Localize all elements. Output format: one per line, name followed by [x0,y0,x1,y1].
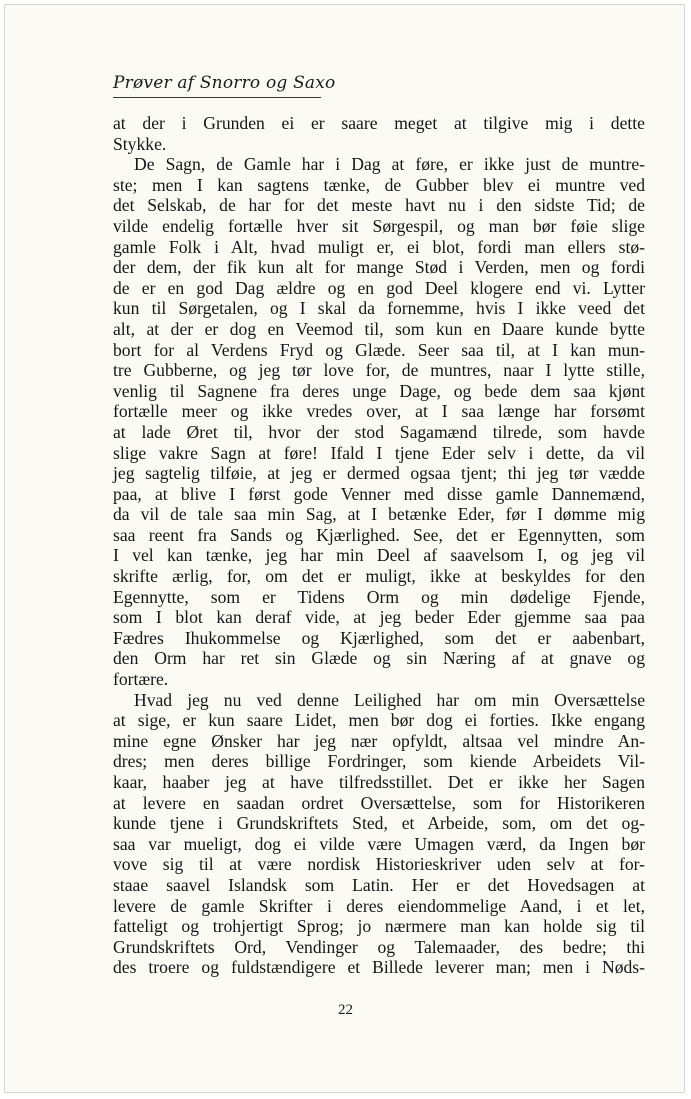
text-line: fatteligt og trohjertigt Sprog; jo nærmere man kan holde sig til [113,916,645,937]
running-head: Prøver af Snorro og Saxo [113,73,336,93]
text-line: kun til Sørgetalen, og I skal da fornemme, hvis I ikke veed det [113,298,645,319]
text-line: Stykke. [113,133,167,154]
text-line: da vil de tale saa min Sag, at I betænke Eder, før I dømme mig [113,504,645,525]
text-line: skrifte ærlig, for, om det er muligt, ikke at beskyldes for den [113,566,645,587]
text-line: kaar, haaber jeg at have tilfredsstillet. Det er ikke her Sagen [113,772,645,792]
text-line: kunde tjene i Grundskriftets Sted, et Arbeide, som, om det og- [113,813,645,834]
text-line: levere de gamle Skrifter i deres eiendommelige Aand, i et let, [113,895,645,916]
text-line: alt, at der er dog en Veemod til, som kun en Daare kunde bytte [113,318,645,339]
text-line: I vel kan tænke, jeg har min Deel af saavelsom I, og jeg vil [113,545,645,566]
text-line: det Selskab, de har for det meste havt nu i den sidste Tid; de [113,195,645,216]
text-line: den Orm har ret sin Glæde og sin Næring af at gnave og [113,648,645,669]
text-line: at lade Øret til, hvor der stod Sagamænd tilrede, som havde [113,421,645,442]
text-line: Egennytte, som er Tidens Orm og min dødelige Fjende, [113,586,645,607]
text-line: saa reent fra Sands og Kjærlighed. See, det er Egennytten, som [113,524,645,545]
text-line: at der i Grunden ei er saare meget at tilgive mig i dette [113,113,645,133]
running-head-rule [113,97,321,98]
text-line: der dem, der fik kun alt for mange Stød i Verden, men og fordi [113,257,645,278]
text-line: staae saavel Islandsk som Latin. Her er det Hovedsagen at [113,874,645,895]
text-line: at sige, er kun saare Lidet, men bør dog ei forties. Ikke engang [113,710,645,731]
text-line: vilde endelig fortælle hver sit Sørgespil, og man bør føie slige [113,215,645,236]
text-line: jeg sagtelig tilføie, at jeg er dermed ogsaa tjent; thi jeg tør vædde [113,463,645,484]
text-line: vove sig til at være nordisk Historieskriver uden selv at for- [113,854,645,875]
page-number: 22 [338,1002,353,1018]
text-line: de er en god Dag ældre og en god Deel klogere end vi. Lytter [113,277,645,298]
text-line: paa, at blive I først gode Venner med disse gamle Dannemænd, [113,483,645,504]
text-line: mine egne Ønsker har jeg nær opfyldt, altsaa vel mindre An- [113,730,645,751]
body-text [113,113,645,978]
text-line: Grundskriftets Ord, Vendinger og Talemaader, des bedre; thi [113,936,645,957]
text-line: saa var mueligt, dog ei vilde være Umagen værd, da Ingen bør [113,833,645,854]
text-line: des troere og fuldstændigere et Billede leverer man; men i Nøds- [113,957,645,978]
text-line: gamle Folk i Alt, hvad muligt er, ei blot, fordi man ellers stø- [113,236,645,257]
text-line: slige vakre Sagn at føre! Ifald I tjene Eder selv i dette, da vil [113,442,645,463]
text-line: venlig til Sagnene fra deres unge Dage, og bede dem saa kjønt [113,380,645,401]
text-line: tre Gubberne, og jeg tør love for, de muntres, naar I lytte stille, [113,360,645,381]
text-line: Hvad jeg nu ved denne Leilighed har om min Oversættelse [134,689,645,710]
text-line: at levere en saadan ordret Oversættelse, som for Historikeren [113,792,645,813]
text-line: bort for al Verdens Fryd og Glæde. Seer saa til, at I kan mun- [113,339,645,360]
text-line: ste; men I kan sagtens tænke, de Gubber blev ei muntre ved [113,174,645,195]
text-line: fortære. [113,669,169,690]
text-line: Fædres Ihukommelse og Kjærlighed, som det er aabenbart, [113,627,645,648]
text-line: dres; men deres billige Fordringer, som kiende Arbeidets Vil- [113,751,645,772]
text-line: som I blot kan deraf vide, at jeg beder Eder gjemme saa paa [113,607,645,628]
book-page [4,4,685,1093]
text-line: De Sagn, de Gamle har i Dag at føre, er ikke just de muntre- [134,154,645,175]
text-line: fortælle meer og ikke vredes over, at I saa længe har forsømt [113,401,645,422]
